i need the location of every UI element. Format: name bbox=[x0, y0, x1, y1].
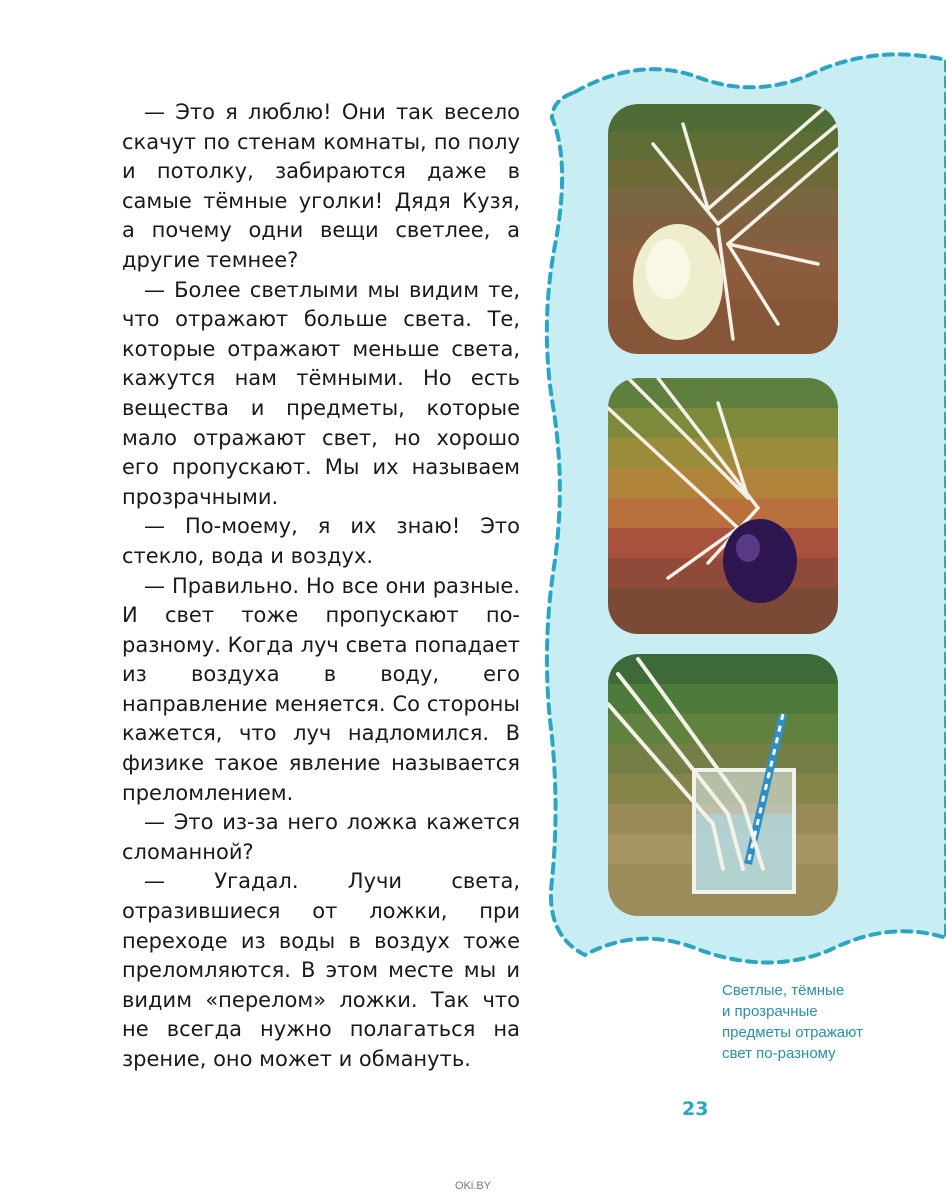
paragraph-3: — По-моему, я их знаю! Это стекло, вода и воздух. bbox=[122, 514, 520, 568]
illustration-caption bbox=[722, 980, 912, 1064]
plum-absorption-illustration bbox=[608, 378, 838, 634]
paragraph-1: — Это я люблю! Они так весело скачут по стенам комнаты, по полу и потолку, забираются даже в самые тёмные уголки! Дядя Кузя, а почему одни вещи светлее, а другие темнее? bbox=[122, 100, 520, 272]
paragraph-4: — Правильно. Но все они разные. И свет тоже пропускают по-разному. Когда луч света попадает из воздуха в воду, его направление меняется. Со стороны кажется, что луч надломился. В физике такое явление называется преломлением. bbox=[122, 573, 520, 805]
caption-line: свет по-разному bbox=[722, 1045, 836, 1062]
caption-line: Светлые, тёмные bbox=[722, 982, 845, 999]
page-number: 23 bbox=[682, 1098, 709, 1120]
caption-line: предметы отражают bbox=[722, 1024, 863, 1041]
egg-reflection-illustration bbox=[608, 104, 838, 354]
glass-refraction-illustration bbox=[608, 654, 838, 916]
paragraph-5: — Это из-за него ложка кажется сломанной? bbox=[122, 810, 520, 864]
paragraph-2: — Более светлыми мы видим те, что отражают больше света. Те, которые отражают меньше света, кажутся нам тёмными. Но есть вещества и предметы, которые мало отражают свет, но хорошо его пропускают. Мы их называем прозрачными. bbox=[122, 277, 520, 509]
paragraph-6: — Угадал. Лучи света, отразившиеся от ложки, при переходе из воды в воздух тоже преломляются. В этом месте мы и видим «перелом» ложки. Так что не всегда нужно полагаться на зрение, оно может и обмануть. bbox=[122, 869, 520, 1071]
site-watermark: OKi.BY bbox=[454, 1180, 492, 1192]
caption-line: и прозрачные bbox=[722, 1003, 818, 1020]
story-text bbox=[122, 98, 520, 1075]
